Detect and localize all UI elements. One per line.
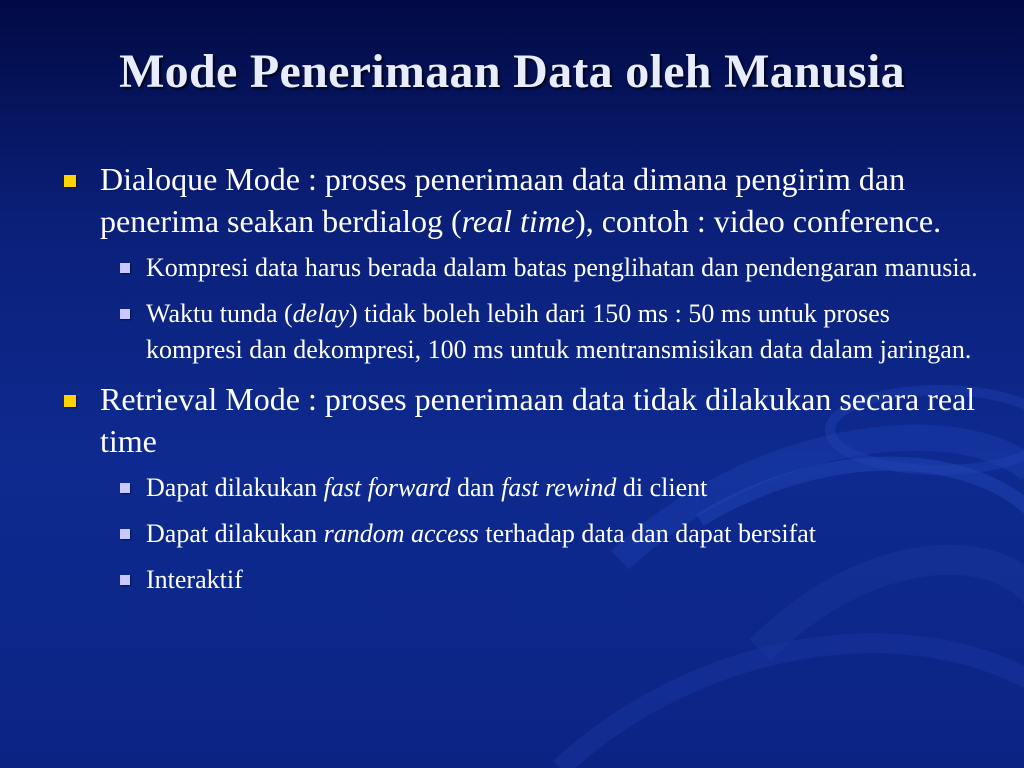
- text-segment: terhadap data dan dapat bersifat: [478, 519, 816, 548]
- bullet-text: [146, 519, 816, 548]
- small-square-bullet-icon: [120, 483, 130, 493]
- sub-bullet-item: [58, 470, 978, 506]
- bullet-text: [100, 381, 975, 459]
- italic-term: random access: [323, 519, 479, 548]
- bullet-text: [146, 565, 243, 594]
- text-segment: Retrieval Mode : proses penerimaan data tidak dilakukan secara real time: [100, 381, 976, 459]
- text-segment: Interaktif: [146, 565, 243, 594]
- bullet-text: [146, 253, 978, 282]
- italic-term: real time: [461, 203, 576, 239]
- small-square-bullet-icon: [120, 575, 130, 585]
- bullet-item: [58, 378, 978, 462]
- italic-term: delay: [292, 299, 349, 328]
- sub-bullet-item: [58, 250, 978, 286]
- text-segment: di client: [616, 473, 708, 502]
- italic-term: fast forward: [323, 473, 451, 502]
- italic-term: fast rewind: [501, 473, 617, 502]
- square-bullet-icon: [64, 395, 76, 407]
- text-segment: Dapat dilakukan: [146, 519, 324, 548]
- bullet-text: [146, 299, 971, 364]
- text-segment: ), contoh : video conference.: [575, 203, 942, 239]
- bullet-list: [58, 158, 978, 608]
- small-square-bullet-icon: [120, 529, 130, 539]
- text-segment: Waktu tunda (: [146, 299, 293, 328]
- text-segment: Dialoque Mode : proses penerimaan data dimana pengirim dan penerima seakan berdialog (: [100, 161, 906, 239]
- text-segment: ) tidak boleh lebih dari 150 ms : 50 ms untuk proses kompresi dan dekompresi, 100 ms untuk mentransmisikan data dalam jaringan.: [146, 299, 972, 364]
- sub-bullet-item: [58, 296, 978, 368]
- text-segment: Kompresi data harus berada dalam batas penglihatan dan pendengaran manusia.: [146, 253, 978, 282]
- sub-bullet-item: [58, 562, 978, 598]
- text-segment: dan: [450, 473, 502, 502]
- small-square-bullet-icon: [120, 309, 130, 319]
- small-square-bullet-icon: [120, 263, 130, 273]
- text-segment: Dapat dilakukan: [146, 473, 324, 502]
- bullet-text: [146, 473, 707, 502]
- sub-bullet-item: [58, 516, 978, 552]
- bullet-item: [58, 158, 978, 242]
- slide-title: Mode Penerimaan Data oleh Manusia: [119, 45, 905, 98]
- bullet-text: [100, 161, 941, 239]
- square-bullet-icon: [64, 175, 76, 187]
